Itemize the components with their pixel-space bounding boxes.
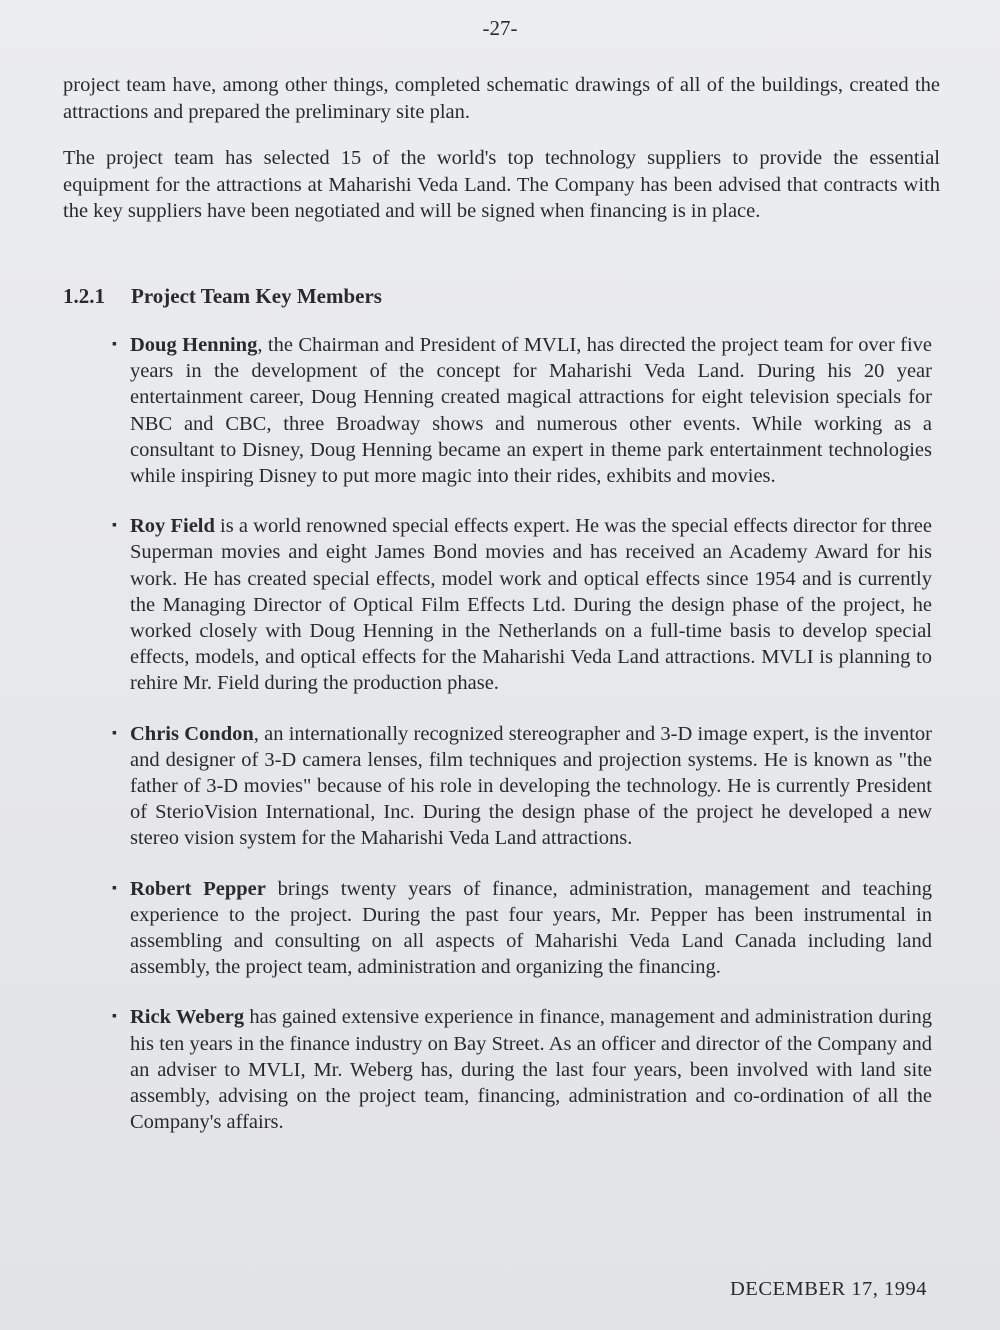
member-chris-condon xyxy=(112,721,932,852)
member-name: Chris Condon xyxy=(130,722,254,745)
member-name: Doug Henning xyxy=(130,334,258,356)
member-description: has gained extensive experience in finance, management and administration during his ten years in the finance industry on Bay Street. As an officer and director of the Company and an adviser to MVLI, Mr. Weberg has, during the last four years, been involved with land site assembly, advising on the project team, financing, administration and co-ordination of all the Company's affairs. xyxy=(130,1006,932,1134)
member-roy-field xyxy=(112,513,932,696)
member-rick-weberg xyxy=(112,1004,932,1135)
bullet-icon: ▪ xyxy=(112,337,117,352)
bullet-icon: ▪ xyxy=(112,518,117,534)
member-name: Roy Field xyxy=(130,515,215,538)
member-description: , an internationally recognized stereographer and 3-D image expert, is the inventor and designer of 3-D camera lenses, film techniques and projection systems. He is known as "the father of 3-D movies" because of his role in developing the technology. He is currently President of SterioVision International, Inc. During the design phase of the project he developed a new stereo vision system for the Maharishi Veda Land attractions. xyxy=(130,722,932,850)
section-heading xyxy=(63,284,763,309)
section-title: Project Team Key Members xyxy=(131,284,382,308)
bullet-icon: ▪ xyxy=(112,1009,117,1025)
member-robert-pepper xyxy=(112,876,932,981)
footer-date: DECEMBER 17, 1994 xyxy=(730,1278,927,1300)
member-doug-henning xyxy=(112,332,932,489)
member-name: Robert Pepper xyxy=(130,877,266,900)
member-name: Rick Weberg xyxy=(130,1006,245,1029)
bullet-icon: ▪ xyxy=(112,880,117,896)
key-members-list xyxy=(112,332,932,1159)
page-number: -27- xyxy=(482,16,518,40)
section-number: 1.2.1 xyxy=(63,284,105,308)
member-description: brings twenty years of finance, administration, management and teaching experience to the project. During the past four years, Mr. Pepper has been instrumental in assembling and consulting on all aspects of Maharishi Veda Land Canada including land assembly, the project team, administration and organizing the financing. xyxy=(130,877,933,979)
bullet-icon: ▪ xyxy=(112,725,117,741)
intro-paragraph-1: project team have, among other things, completed schematic drawings of all of the buildings, created the attractions and prepared the preliminary site plan. xyxy=(63,74,940,123)
member-description: , the Chairman and President of MVLI, has directed the project team for over five years in the development of the concept for Maharishi Veda Land. During his 20 year entertainment career, Doug Henning created magical attractions for eight television specials for NBC and CBC, three Broadway shows and numerous other events. While working as a consultant to Disney, Doug Henning became an expert in theme park entertainment technologies while inspiring Disney to put more magic into their rides, exhibits and movies. xyxy=(130,334,933,488)
member-description: is a world renowned special effects expert. He was the special effects director for three Superman movies and eight James Bond movies and has received an Academy Award for his work. He has created special effects, model work and optical effects since 1954 and is currently the Managing Director of Optical Film Effects Ltd. During the design phase of the project, he worked closely with Doug Henning in the Netherlands on a full-time basis to develop special effects, models, and optical effects for the Maharishi Veda Land attractions. MVLI is planning to rehire Mr. Field during the production phase. xyxy=(130,515,932,695)
intro-paragraph-2: The project team has selected 15 of the world's top technology suppliers to provide the essential equipment for the attractions at Maharishi Veda Land. The Company has been advised that contracts with the key suppliers have been negotiated and will be signed when financing is in place. xyxy=(63,147,940,222)
